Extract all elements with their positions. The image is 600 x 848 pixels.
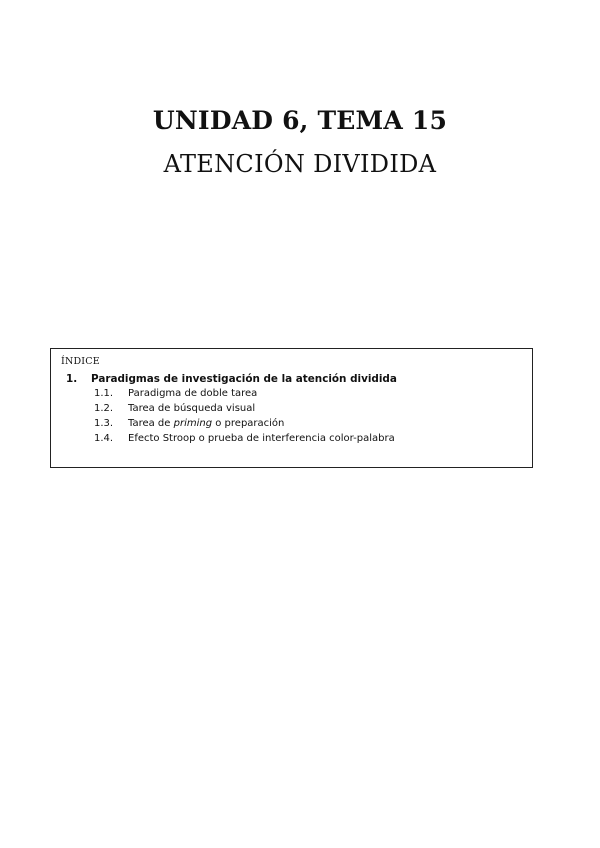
toc-subsection-number: 1.2. [94,403,114,414]
toc-subsection-title-emphasis: priming [173,418,213,429]
toc-section-title: Paradigmas de investigación de la atención dividida [91,373,397,385]
toc-subsection-title [128,417,284,431]
toc-subsection-title: Tarea de búsqueda visual [128,403,256,414]
document-subtitle: ATENCIÓN DIVIDIDA [163,150,437,178]
toc-subsection-title: Paradigma de doble tarea [128,388,258,399]
document-title: UNIDAD 6, TEMA 15 [152,106,448,135]
toc-subsection-number: 1.4. [94,433,114,444]
toc-heading: ÍNDICE [61,356,100,367]
toc-subsection-number: 1.3. [94,418,114,429]
toc-subsection-title-end: o preparación [212,418,285,429]
toc-subsection-title: Efecto Stroop o prueba de interferencia color-palabra [128,433,395,444]
toc-section-number: 1. [66,373,78,385]
toc-subsection-title-start: Tarea de [128,418,174,429]
table-of-contents [50,348,533,468]
toc-subsection-number: 1.1. [94,388,114,399]
